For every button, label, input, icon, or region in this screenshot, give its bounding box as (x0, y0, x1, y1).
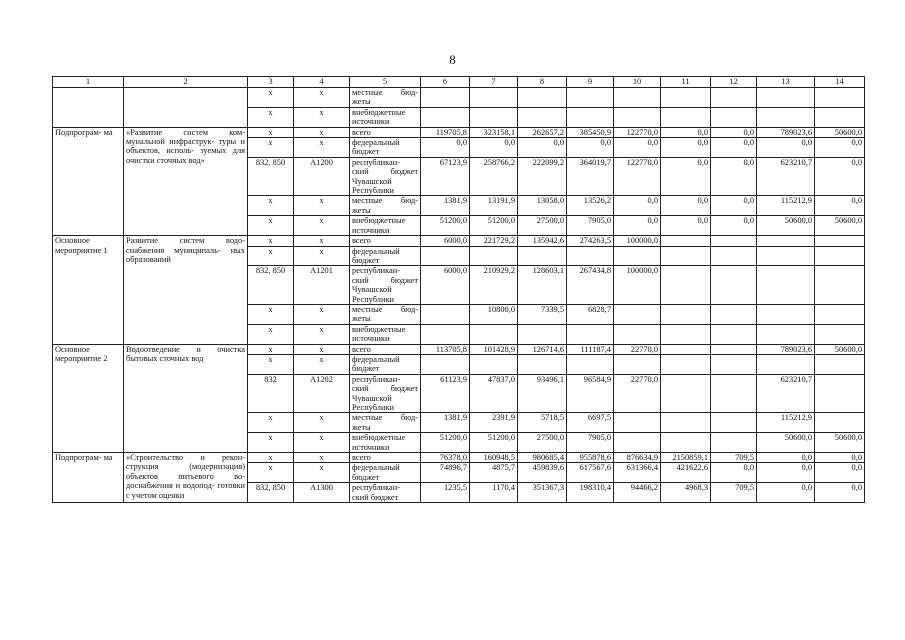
value-cell: 51200,0 (421, 433, 470, 453)
value-cell (567, 246, 614, 266)
value-cell (661, 433, 711, 453)
target-article-cell: x (294, 453, 350, 463)
value-cell: 128603,1 (518, 266, 567, 305)
value-cell (470, 88, 518, 108)
value-cell: 0,0 (614, 138, 661, 158)
code-cell: x (248, 107, 294, 127)
value-cell: 0,0 (711, 127, 757, 137)
value-cell: 0,0 (661, 138, 711, 158)
value-cell: 1235,5 (421, 483, 470, 503)
value-cell: 13058,0 (518, 196, 567, 216)
funding-source-cell: республикан- ский бюджет Чувашской Республики (350, 157, 421, 196)
table-row (53, 453, 865, 463)
value-cell: 22770,0 (614, 344, 661, 354)
target-article-cell: x (294, 107, 350, 127)
target-article-cell: x (294, 246, 350, 266)
program-type-cell: Подпрограм- ма (53, 127, 124, 235)
value-cell (567, 354, 614, 374)
target-article-cell: x (294, 138, 350, 158)
value-cell: 51200,0 (421, 216, 470, 236)
funding-source-cell: местные бюд- жеты (350, 196, 421, 216)
value-cell: 623210,7 (757, 374, 815, 413)
value-cell: 126714,6 (518, 344, 567, 354)
value-cell: 7339,5 (518, 304, 567, 324)
value-cell (711, 88, 757, 108)
value-cell (757, 107, 815, 127)
value-cell: 7905,0 (567, 216, 614, 236)
value-cell (567, 88, 614, 108)
header-cell: 11 (661, 77, 711, 88)
value-cell (661, 107, 711, 127)
target-article-cell: A1300 (294, 483, 350, 503)
value-cell (470, 324, 518, 344)
value-cell: 2150859,1 (661, 453, 711, 463)
funding-source-cell: внебюджетные источники (350, 107, 421, 127)
target-article-cell: x (294, 324, 350, 344)
target-article-cell: x (294, 413, 350, 433)
code-cell: x (248, 344, 294, 354)
value-cell: 74896,7 (421, 463, 470, 483)
value-cell: 258766,2 (470, 157, 518, 196)
target-article-cell: x (294, 196, 350, 216)
program-type-cell (53, 88, 124, 128)
funding-source-cell: федеральный бюджет (350, 246, 421, 266)
target-article-cell: A1201 (294, 266, 350, 305)
value-cell (757, 266, 815, 305)
code-cell: x (248, 196, 294, 216)
value-cell: 96584,9 (567, 374, 614, 413)
code-cell: x (248, 304, 294, 324)
program-name-cell: Водоотведение и очистка бытовых сточных вод (124, 344, 248, 452)
code-cell: x (248, 433, 294, 453)
value-cell: 50600,0 (815, 344, 865, 354)
value-cell (757, 88, 815, 108)
value-cell: 13526,2 (567, 196, 614, 216)
value-cell: 6697,5 (567, 413, 614, 433)
program-name-cell (124, 88, 248, 128)
value-cell (815, 324, 865, 344)
value-cell (614, 107, 661, 127)
value-cell: 2391,9 (470, 413, 518, 433)
code-cell: x (248, 453, 294, 463)
funding-source-cell: республикан- ский бюджет Чувашской Республики (350, 374, 421, 413)
header-cell: 3 (248, 77, 294, 88)
code-cell: x (248, 463, 294, 483)
value-cell (421, 246, 470, 266)
value-cell (815, 88, 865, 108)
value-cell (421, 324, 470, 344)
table-body (53, 88, 865, 503)
value-cell: 459839,6 (518, 463, 567, 483)
value-cell (614, 88, 661, 108)
header-row (53, 77, 865, 88)
header-cell: 1 (53, 77, 124, 88)
header-cell: 7 (470, 77, 518, 88)
value-cell: 323158,1 (470, 127, 518, 137)
value-cell: 1170,4 (470, 483, 518, 503)
value-cell (614, 433, 661, 453)
value-cell: 0,0 (815, 196, 865, 216)
value-cell (614, 413, 661, 433)
header-cell: 5 (350, 77, 421, 88)
value-cell: 10800,0 (470, 304, 518, 324)
code-cell: 832, 850 (248, 157, 294, 196)
value-cell (661, 266, 711, 305)
value-cell: 47837,0 (470, 374, 518, 413)
value-cell: 789023,6 (757, 344, 815, 354)
value-cell (757, 304, 815, 324)
value-cell: 980685,4 (518, 453, 567, 463)
value-cell (518, 246, 567, 266)
value-cell: 0,0 (661, 196, 711, 216)
code-cell: x (248, 413, 294, 433)
value-cell: 0,0 (757, 138, 815, 158)
value-cell (711, 246, 757, 266)
funding-source-cell: федеральный бюджет (350, 354, 421, 374)
value-cell: 0,0 (470, 138, 518, 158)
value-cell: 122770,0 (614, 127, 661, 137)
value-cell: 262657,2 (518, 127, 567, 137)
value-cell (614, 354, 661, 374)
value-cell: 115212,9 (757, 413, 815, 433)
value-cell: 210929,2 (470, 266, 518, 305)
value-cell (757, 324, 815, 344)
header-cell: 9 (567, 77, 614, 88)
table-row (53, 127, 865, 137)
value-cell: 0,0 (757, 453, 815, 463)
value-cell (815, 107, 865, 127)
value-cell: 27500,0 (518, 433, 567, 453)
value-cell: 0,0 (711, 463, 757, 483)
value-cell (815, 236, 865, 246)
value-cell (614, 324, 661, 344)
value-cell: 27500,0 (518, 216, 567, 236)
value-cell: 76378,0 (421, 453, 470, 463)
value-cell (711, 107, 757, 127)
value-cell: 623210,7 (757, 157, 815, 196)
value-cell (661, 354, 711, 374)
program-type-cell: Основное мероприятие 1 (53, 236, 124, 344)
target-article-cell: x (294, 354, 350, 374)
target-article-cell: A1200 (294, 157, 350, 196)
value-cell: 0,0 (661, 157, 711, 196)
value-cell: 1381,9 (421, 413, 470, 433)
value-cell (711, 344, 757, 354)
value-cell: 0,0 (815, 157, 865, 196)
value-cell: 222099,2 (518, 157, 567, 196)
value-cell (661, 304, 711, 324)
value-cell: 0,0 (661, 127, 711, 137)
value-cell: 6000,0 (421, 236, 470, 246)
value-cell: 0,0 (815, 483, 865, 503)
value-cell: 198310,4 (567, 483, 614, 503)
value-cell (614, 246, 661, 266)
code-cell: 832, 850 (248, 266, 294, 305)
value-cell (757, 236, 815, 246)
funding-source-cell: внебюджетные источники (350, 324, 421, 344)
value-cell (470, 354, 518, 374)
value-cell (421, 354, 470, 374)
value-cell (421, 88, 470, 108)
value-cell (815, 266, 865, 305)
value-cell (711, 236, 757, 246)
value-cell: 135942,6 (518, 236, 567, 246)
value-cell (518, 324, 567, 344)
value-cell: 0,0 (711, 138, 757, 158)
value-cell: 111187,4 (567, 344, 614, 354)
target-article-cell: x (294, 127, 350, 137)
value-cell (815, 246, 865, 266)
value-cell: 94466,2 (614, 483, 661, 503)
value-cell (661, 374, 711, 413)
value-cell: 4875,7 (470, 463, 518, 483)
value-cell: 267434,8 (567, 266, 614, 305)
program-name-cell: Развитие систем водо- снабжения муниципаль- ных образований (124, 236, 248, 344)
budget-table (52, 76, 865, 503)
value-cell (661, 88, 711, 108)
code-cell: x (248, 127, 294, 137)
code-cell: x (248, 354, 294, 374)
value-cell: 0,0 (815, 463, 865, 483)
funding-source-cell: всего (350, 453, 421, 463)
value-cell: 0,0 (614, 216, 661, 236)
header-cell: 14 (815, 77, 865, 88)
funding-source-cell: республикан- ский бюджет Чувашской Республики (350, 266, 421, 305)
value-cell (567, 324, 614, 344)
value-cell (711, 304, 757, 324)
page-number: 8 (449, 52, 456, 67)
funding-source-cell: внебюджетные источники (350, 433, 421, 453)
value-cell (470, 107, 518, 127)
value-cell: 50600,0 (757, 433, 815, 453)
value-cell (518, 88, 567, 108)
program-type-cell: Подпрограм- ма (53, 453, 124, 503)
value-cell: 0,0 (757, 483, 815, 503)
value-cell (614, 304, 661, 324)
header-cell: 2 (124, 77, 248, 88)
value-cell (661, 324, 711, 344)
value-cell (518, 354, 567, 374)
value-cell: 0,0 (711, 157, 757, 196)
value-cell: 100000,0 (614, 236, 661, 246)
value-cell: 1381,9 (421, 196, 470, 216)
value-cell (815, 413, 865, 433)
value-cell: 7905,0 (567, 433, 614, 453)
table-row (53, 344, 865, 354)
program-type-cell: Основное мероприятие 2 (53, 344, 124, 452)
value-cell: 22770,0 (614, 374, 661, 413)
value-cell: 13191,9 (470, 196, 518, 216)
funding-source-cell: всего (350, 344, 421, 354)
program-name-cell: «Строительство и рекон- струкция (модернизация) объектов питьевого во- доснабжения и водопод- готовки с учетом оценки (124, 453, 248, 503)
header-cell: 13 (757, 77, 815, 88)
value-cell: 6828,7 (567, 304, 614, 324)
value-cell: 955878,6 (567, 453, 614, 463)
funding-source-cell: всего (350, 127, 421, 137)
value-cell: 119705,8 (421, 127, 470, 137)
value-cell: 0,0 (518, 138, 567, 158)
target-article-cell: x (294, 216, 350, 236)
value-cell (711, 266, 757, 305)
value-cell (518, 107, 567, 127)
value-cell: 50600,0 (815, 216, 865, 236)
value-cell: 0,0 (757, 463, 815, 483)
value-cell: 0,0 (711, 216, 757, 236)
value-cell: 50600,0 (757, 216, 815, 236)
funding-source-cell: местные бюд- жеты (350, 88, 421, 108)
target-article-cell: x (294, 463, 350, 483)
value-cell: 421622,6 (661, 463, 711, 483)
value-cell: 122770,0 (614, 157, 661, 196)
value-cell (661, 413, 711, 433)
value-cell: 709,5 (711, 483, 757, 503)
code-cell: 832, 850 (248, 483, 294, 503)
header-cell: 8 (518, 77, 567, 88)
value-cell (711, 433, 757, 453)
value-cell: 0,0 (661, 216, 711, 236)
value-cell (815, 304, 865, 324)
value-cell: 364019,7 (567, 157, 614, 196)
value-cell: 160948,5 (470, 453, 518, 463)
value-cell (711, 354, 757, 374)
header-cell: 12 (711, 77, 757, 88)
value-cell: 6000,0 (421, 266, 470, 305)
value-cell (711, 413, 757, 433)
value-cell: 51200,0 (470, 216, 518, 236)
value-cell: 876634,9 (614, 453, 661, 463)
value-cell (421, 107, 470, 127)
value-cell (711, 374, 757, 413)
value-cell: 274263,5 (567, 236, 614, 246)
target-article-cell: x (294, 236, 350, 246)
target-article-cell: x (294, 88, 350, 108)
code-cell: x (248, 236, 294, 246)
value-cell: 221729,2 (470, 236, 518, 246)
value-cell (421, 304, 470, 324)
value-cell: 0,0 (614, 196, 661, 216)
code-cell: x (248, 138, 294, 158)
value-cell: 50600,0 (815, 127, 865, 137)
code-cell: x (248, 216, 294, 236)
value-cell (470, 246, 518, 266)
value-cell: 0,0 (815, 453, 865, 463)
value-cell: 4968,3 (661, 483, 711, 503)
funding-source-cell: местные бюд- жеты (350, 304, 421, 324)
value-cell (757, 246, 815, 266)
value-cell: 67123,9 (421, 157, 470, 196)
value-cell: 385450,9 (567, 127, 614, 137)
value-cell: 100000,0 (614, 266, 661, 305)
value-cell: 709,5 (711, 453, 757, 463)
funding-source-cell: республикан- ский бюджет (350, 483, 421, 503)
value-cell: 631366,4 (614, 463, 661, 483)
value-cell (757, 354, 815, 374)
value-cell: 0,0 (815, 138, 865, 158)
funding-source-cell: местные бюд- жеты (350, 413, 421, 433)
value-cell: 351367,3 (518, 483, 567, 503)
code-cell: 832 (248, 374, 294, 413)
code-cell: x (248, 88, 294, 108)
value-cell (661, 246, 711, 266)
funding-source-cell: федеральный бюджет (350, 138, 421, 158)
target-article-cell: x (294, 433, 350, 453)
value-cell: 61123,9 (421, 374, 470, 413)
value-cell: 617567,6 (567, 463, 614, 483)
value-cell: 0,0 (421, 138, 470, 158)
value-cell (711, 324, 757, 344)
funding-source-cell: всего (350, 236, 421, 246)
code-cell: x (248, 324, 294, 344)
target-article-cell: A1202 (294, 374, 350, 413)
table-row (53, 88, 865, 108)
value-cell (815, 374, 865, 413)
value-cell: 0,0 (567, 138, 614, 158)
value-cell: 0,0 (711, 196, 757, 216)
code-cell: x (248, 246, 294, 266)
funding-source-cell: внебюджетные источники (350, 216, 421, 236)
target-article-cell: x (294, 344, 350, 354)
table-row (53, 236, 865, 246)
program-name-cell: «Развитие систем ком- мунальной инфраструк- туры и объектов, исполь- зуемых для очистки сточных вод» (124, 127, 248, 235)
value-cell: 93496,1 (518, 374, 567, 413)
header-cell: 10 (614, 77, 661, 88)
funding-source-cell: федеральный бюджет (350, 463, 421, 483)
target-article-cell: x (294, 304, 350, 324)
value-cell: 51200,0 (470, 433, 518, 453)
value-cell: 101428,9 (470, 344, 518, 354)
value-cell (661, 236, 711, 246)
header-cell: 4 (294, 77, 350, 88)
value-cell: 115212,9 (757, 196, 815, 216)
value-cell: 50600,0 (815, 433, 865, 453)
value-cell (567, 107, 614, 127)
value-cell: 113705,8 (421, 344, 470, 354)
header-cell: 6 (421, 77, 470, 88)
value-cell: 5718,5 (518, 413, 567, 433)
value-cell (815, 354, 865, 374)
value-cell (661, 344, 711, 354)
value-cell: 789023,6 (757, 127, 815, 137)
